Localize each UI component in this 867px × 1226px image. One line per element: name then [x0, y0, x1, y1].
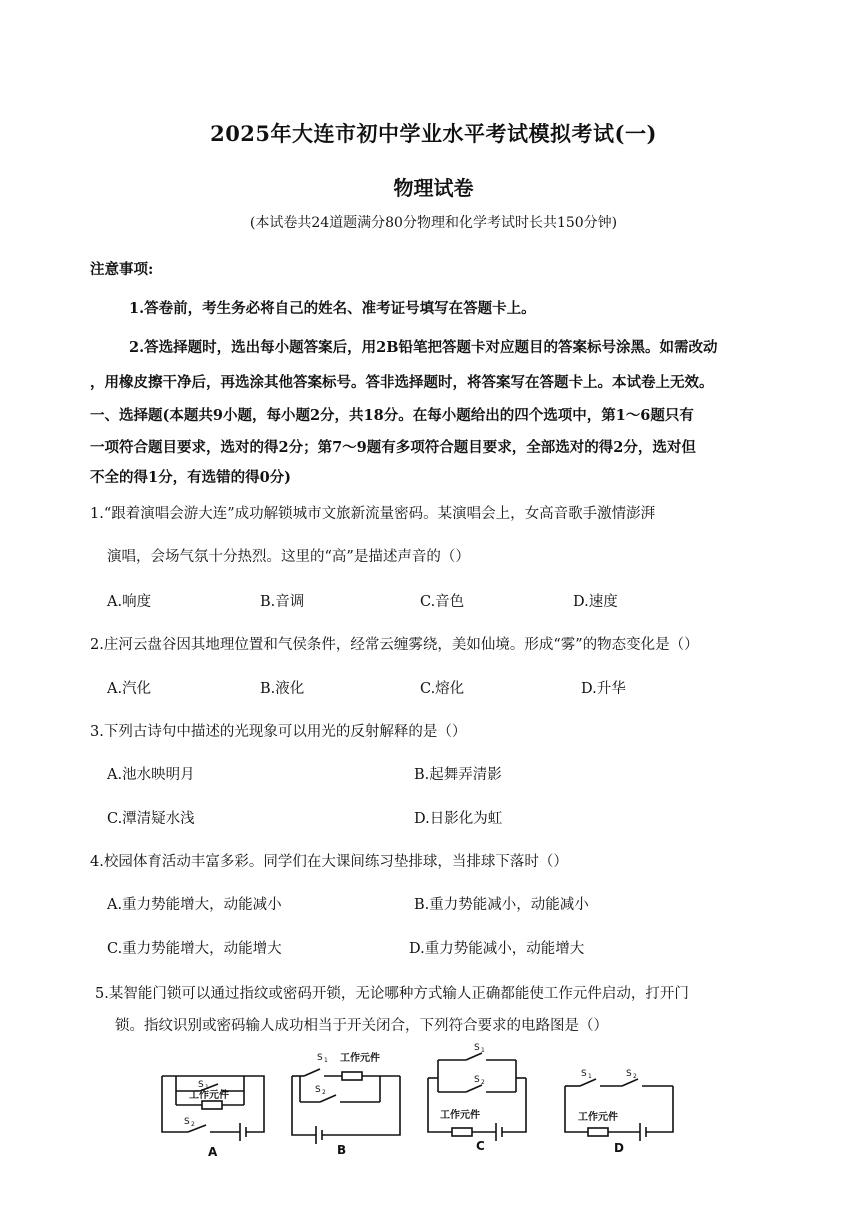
c-s2-label: S [474, 1075, 480, 1085]
q2-option-b: B.液化 [260, 681, 305, 697]
c-s1-subscript: 1 [481, 1047, 485, 1054]
b-s2-label: S [315, 1085, 321, 1095]
q1-option-c: C.音色 [420, 594, 465, 610]
a-s1-subscript: 1 [205, 1084, 209, 1091]
question-1-line1: 1.“跟着演唱会游大连”成功解锁城市文旅新流量密码。某演唱会上，女高音歌手激情澎湃 [90, 506, 656, 522]
section-1-line2: 一项符合题目要求，选对的得2分；第7～9题有多项符合题目要求，全部选对的得2分，选对但 [90, 439, 696, 456]
c-component-label: 工作元件 [440, 1110, 480, 1121]
circuit-b-label: B [337, 1143, 347, 1157]
circuit-diagrams [140, 1040, 700, 1165]
circuit-a-label: A [208, 1145, 218, 1159]
a-s2-subscript: 2 [191, 1121, 195, 1128]
circuit-d-label: D [614, 1141, 624, 1155]
d-component-label: 工作元件 [578, 1112, 618, 1123]
b-s1-subscript: 1 [324, 1057, 328, 1064]
section-1-line3: 不全的得1分，有选错的得0分) [90, 469, 292, 486]
notice-item-2-line1: 2.答选择题时，选出每小题答案后，用2B铅笔把答题卡对应题目的答案标号涂黑。如需改动 [129, 339, 718, 356]
b-s2-subscript: 2 [322, 1089, 326, 1096]
exam-subject: 物理试卷 [393, 176, 474, 200]
q1-option-b: B.音调 [260, 594, 305, 610]
q3-option-d: D.日影化为虹 [414, 811, 503, 827]
section-1-line1: 一、选择题(本题共9小题，每小题2分，共18分。在每小题给出的四个选项中，第1～6题只有 [90, 407, 694, 424]
question-3-line1: 3.下列古诗句中描述的光现象可以用光的反射解释的是（） [90, 724, 467, 740]
d-s1-subscript: 1 [588, 1073, 592, 1080]
circuit-b [292, 1051, 400, 1157]
question-1-line2: 演唱，会场气氛十分热烈。这里的“高”是描述声音的（） [107, 549, 470, 565]
question-5-line2: 锁。指纹识别或密码输人成功相当于开关闭合，下列符合要求的电路图是（） [115, 1018, 608, 1034]
q3-option-c: C.潭清疑水浅 [107, 811, 195, 827]
d-s1-label: S [581, 1069, 587, 1079]
q4-option-a: A.重力势能增大，动能减小 [107, 897, 282, 913]
q1-option-d: D.速度 [573, 594, 618, 610]
q3-option-a: A.池水映明月 [107, 767, 195, 783]
q2-option-a: A.汽化 [107, 681, 152, 697]
exam-note: (本试卷共24道题满分80分物理和化学考试时长共150分钟) [249, 215, 618, 231]
q2-option-c: C.熔化 [420, 681, 465, 697]
d-s2-subscript: 2 [633, 1073, 637, 1080]
c-s2-subscript: 2 [481, 1079, 485, 1086]
q1-option-a: A.响度 [107, 594, 152, 610]
a-s1-label: S [198, 1080, 204, 1090]
question-2-line1: 2.庄河云盘谷因其地理位置和气侯条件，经常云缠雾绕，美如仙境。形成“雾”的物态变化是（） [90, 637, 699, 653]
q4-option-d: D.重力势能减小，动能增大 [409, 941, 585, 957]
b-component-label: 工作元件 [340, 1053, 380, 1064]
q4-option-c: C.重力势能增大，动能增大 [107, 941, 282, 957]
circuit-d [565, 1069, 673, 1155]
q4-option-b: B.重力势能减小，动能减小 [414, 897, 589, 913]
notice-heading: 注意事项: [90, 261, 154, 278]
notice-item-1: 1.答卷前，考生务必将自己的姓名、准考证号填写在答题卡上。 [129, 300, 536, 317]
question-4-line1: 4.校园体育活动丰富多彩。同学们在大课间练习垫排球，当排球下落时（） [90, 854, 568, 870]
c-s1-label: S [474, 1043, 480, 1053]
question-5-line1: 5.某智能门锁可以通过指纹或密码开锁，无论哪种方式输人正确都能使工作元件启动，打开门 [95, 986, 689, 1002]
circuit-a [162, 1076, 264, 1159]
exam-title: 2025年大连市初中学业水平考试模拟考试(一) [210, 121, 657, 146]
q3-option-b: B.起舞弄清影 [414, 767, 502, 783]
a-component-label: 工作元件 [189, 1090, 229, 1101]
circuit-c [428, 1043, 526, 1153]
q2-option-d: D.升华 [581, 681, 626, 697]
notice-item-2-line2: ，用橡皮擦干净后，再选涂其他答案标号。答非选择题时，将答案写在答题卡上。本试卷上无效。 [90, 374, 714, 391]
a-s2-label: S [184, 1117, 190, 1127]
b-s1-label: S [317, 1053, 323, 1063]
circuit-c-label: C [476, 1139, 485, 1153]
d-s2-label: S [626, 1069, 632, 1079]
